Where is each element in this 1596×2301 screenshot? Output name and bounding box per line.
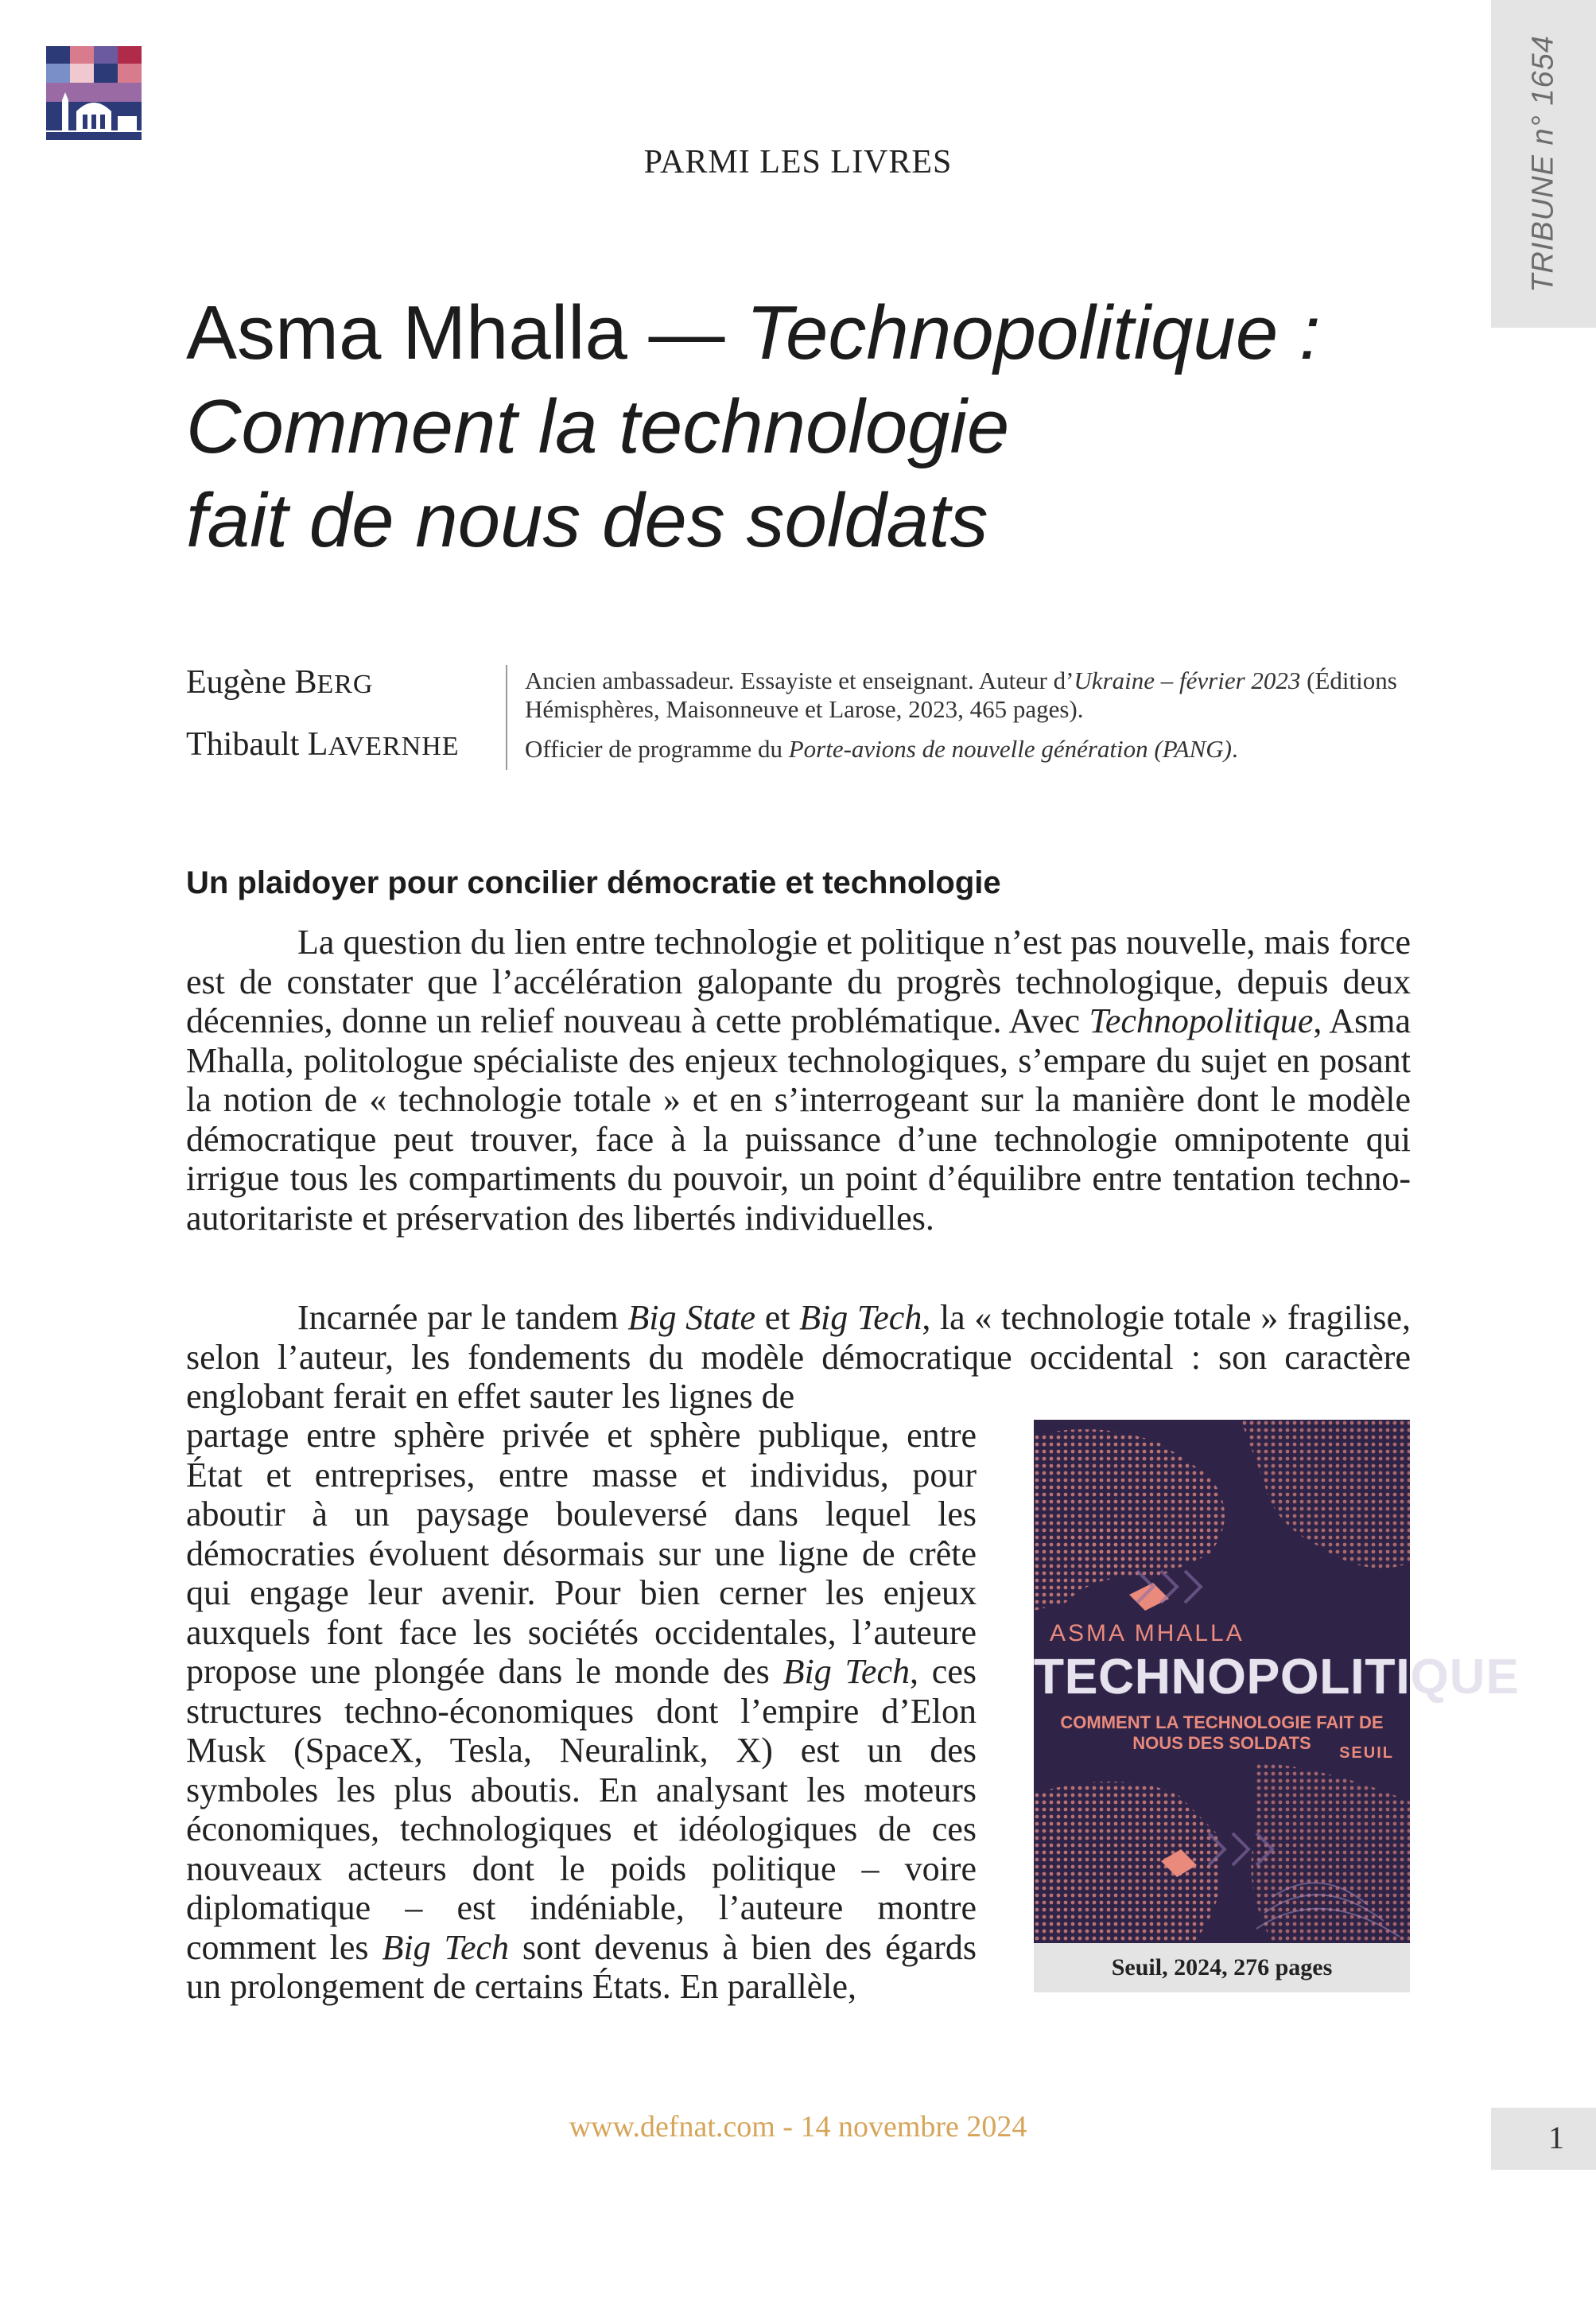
footer-link[interactable]: www.defnat.com - 14 novembre 2024 — [569, 2110, 1027, 2144]
book-cover — [1034, 1420, 1520, 1943]
author-description: Ancien ambassadeur. Essayiste et enseignant. Auteur d’Ukraine – février 2023 (Éditions Hémisphères, Maisonneuve et Larose, 2023, 465 pages). — [525, 667, 1397, 723]
body-paragraph: Incarnée par le tandem Big State et Big Tech, la « technologie totale » fragilise, selon l’auteur, les fondements du modèle démocratique occidental : son caractère englobant ferait en effet sauter les lignes de — [186, 1298, 1411, 1416]
title-book-line2: Comment la technologie — [186, 384, 1010, 469]
page-number: 1 — [1548, 2120, 1564, 2155]
cover-author: ASMA MHALLA — [1050, 1620, 1245, 1646]
body-paragraph: partage entre sphère privée et sphère publique, entre État et entreprises, entre masse et individus, pour aboutir à un paysage bouleversé dans lequel les démocraties évoluent désormais sur une ligne de crête qui engage leur avenir. Pour bien cerner les enjeux auxquels font face les sociétés occidentales, l’auteure propose une plongée dans le monde des Big Tech, ces structures techno-économiques dont l’empire d’Elon Musk (SpaceX, Tesla, Neuralink, X) est un des symboles les plus aboutis. En analysant les moteurs économiques, technologiques et idéologiques de ces nouveaux acteurs dont le poids politique – voire diplomatique – est indéniable, l’auteure montre comment les Big Tech sont devenus à bien des égards un prolongement de certains États. En parallèle, — [186, 1416, 977, 2006]
cover-title: TECHNOPOLITIQUE — [1034, 1650, 1520, 1704]
author-divider — [506, 665, 507, 770]
page-number-tab — [1491, 2108, 1596, 2170]
author-name: Thibault LAVERNHE — [186, 726, 460, 763]
title-book-line1: Technopolitique : — [746, 290, 1321, 375]
author-description: Officier de programme du Porte-avions de nouvelle génération (PANG). — [525, 735, 1238, 763]
title-book-line3: fait de nous des soldats — [186, 478, 988, 563]
author-name: Eugène BERG — [186, 664, 374, 701]
institution-logo-icon — [45, 45, 143, 142]
cover-subtitle: COMMENT LA TECHNOLOGIE FAIT DE NOUS DES SOLDATS — [1060, 1712, 1384, 1753]
body-paragraph: La question du lien entre technologie et politique n’est pas nouvelle, mais force est de constater que l’accélération galopante du progrès technologique, depuis deux décennies, donne un relief nouveau à cette problématique. Avec Technopolitique, Asma Mhalla, politologue spécialiste des enjeux technologiques, s’empare du sujet en posant la notion de « technologie totale » et en s’interrogeant sur la manière dont le modèle démocratique peut trouver, face à la puissance d’une technologie omnipotente qui irrigue tous les compartiments du pouvoir, un point d’équilibre entre tentation techno-autoritariste et préservation des libertés individuelles. — [186, 923, 1411, 1238]
cover-publisher: SEUIL — [1339, 1744, 1394, 1762]
title-author: Asma Mhalla — — [186, 290, 725, 375]
book-caption: Seuil, 2024, 276 pages — [1034, 1943, 1410, 1992]
page-title — [186, 286, 1427, 568]
section-heading: PARMI LES LIVRES — [643, 144, 953, 181]
section-subheading: Un plaidoyer pour concilier démocratie et technologie — [186, 865, 1001, 900]
tribune-number-label: TRIBUNE n° 1654 — [1526, 35, 1560, 293]
